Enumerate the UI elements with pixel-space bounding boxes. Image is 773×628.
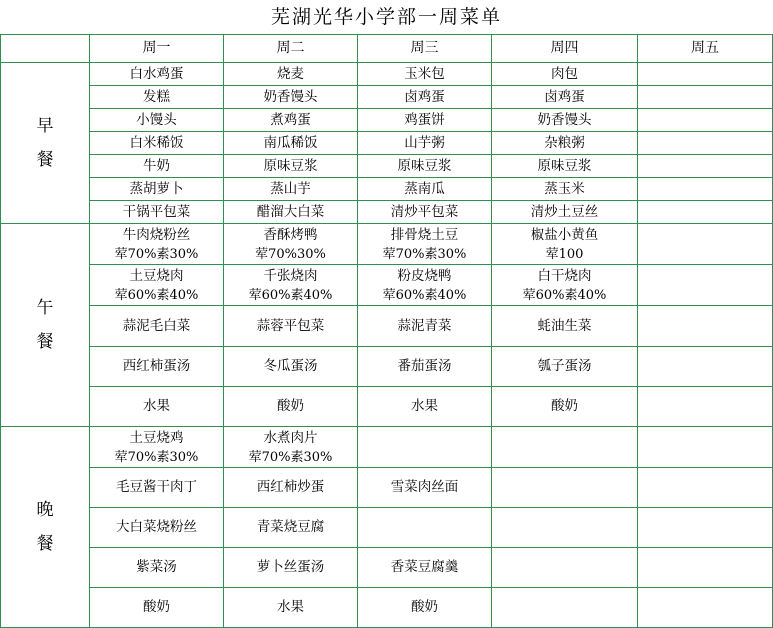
- menu-cell: 香酥烤鸭 荤70%30%: [224, 224, 358, 265]
- menu-cell: 瓠子蛋汤: [492, 347, 638, 387]
- menu-cell: 奶香馒头: [492, 109, 638, 132]
- menu-cell: [638, 155, 773, 178]
- dinner-row: [1, 468, 773, 508]
- corner-cell: [1, 35, 90, 63]
- menu-cell: 清炒土豆丝: [492, 201, 638, 224]
- menu-cell: 西红柿蛋汤: [90, 347, 224, 387]
- menu-cell: 大白菜烧粉丝: [90, 508, 224, 548]
- day-header-tue: 周二: [224, 35, 358, 63]
- menu-cell: [638, 468, 773, 508]
- menu-cell: [638, 588, 773, 628]
- menu-cell: [492, 508, 638, 548]
- menu-cell: 鸡蛋饼: [358, 109, 492, 132]
- menu-cell: 酸奶: [492, 387, 638, 427]
- menu-cell: 蒸山芋: [224, 178, 358, 201]
- breakfast-row: [1, 201, 773, 224]
- menu-cell: [638, 265, 773, 306]
- menu-cell: [492, 427, 638, 468]
- menu-cell: 发糕: [90, 86, 224, 109]
- menu-cell: 清炒平包菜: [358, 201, 492, 224]
- menu-cell: 烧麦: [224, 63, 358, 86]
- menu-cell: 奶香馒头: [224, 86, 358, 109]
- breakfast-row: [1, 155, 773, 178]
- dinner-row: [1, 508, 773, 548]
- menu-cell: 醋溜大白菜: [224, 201, 358, 224]
- breakfast-row: [1, 63, 773, 86]
- menu-cell: 白干烧肉 荤60%素40%: [492, 265, 638, 306]
- day-header-thu: 周四: [492, 35, 638, 63]
- menu-cell: 紫菜汤: [90, 548, 224, 588]
- menu-cell: 酸奶: [90, 588, 224, 628]
- menu-cell: 蒸玉米: [492, 178, 638, 201]
- menu-cell: [638, 86, 773, 109]
- day-header-fri: 周五: [638, 35, 773, 63]
- menu-cell: [492, 588, 638, 628]
- menu-cell: [638, 201, 773, 224]
- menu-cell: 煮鸡蛋: [224, 109, 358, 132]
- lunch-row: [1, 224, 773, 265]
- lunch-row: [1, 306, 773, 347]
- menu-cell: [638, 347, 773, 387]
- menu-cell: [638, 63, 773, 86]
- menu-cell: 青菜烧豆腐: [224, 508, 358, 548]
- lunch-row: [1, 347, 773, 387]
- dinner-label: 晚 餐: [1, 427, 90, 628]
- dinner-row: [1, 588, 773, 628]
- menu-cell: 干锅平包菜: [90, 201, 224, 224]
- page-title: 芜湖光华小学部一周菜单: [270, 6, 502, 28]
- menu-cell: 牛肉烧粉丝 荤70%素30%: [90, 224, 224, 265]
- day-header-mon: 周一: [90, 35, 224, 63]
- lunch-label: 午 餐: [1, 224, 90, 427]
- menu-cell: 香菜豆腐羹: [358, 548, 492, 588]
- breakfast-row: [1, 86, 773, 109]
- weekly-menu-table: [0, 34, 773, 628]
- dinner-row: [1, 548, 773, 588]
- day-header-wed: 周三: [358, 35, 492, 63]
- menu-cell: 蚝油生菜: [492, 306, 638, 347]
- menu-cell: 卤鸡蛋: [358, 86, 492, 109]
- menu-cell: 粉皮烧鸭 荤60%素40%: [358, 265, 492, 306]
- menu-cell: [638, 178, 773, 201]
- menu-cell: 水果: [90, 387, 224, 427]
- menu-cell: 水果: [224, 588, 358, 628]
- menu-cell: [638, 508, 773, 548]
- lunch-row: [1, 387, 773, 427]
- menu-cell: [638, 387, 773, 427]
- menu-cell: 雪菜肉丝面: [358, 468, 492, 508]
- dinner-row: [1, 427, 773, 468]
- menu-cell: [638, 132, 773, 155]
- breakfast-row: [1, 109, 773, 132]
- menu-cell: [638, 109, 773, 132]
- menu-cell: 小馒头: [90, 109, 224, 132]
- menu-cell: 椒盐小黄鱼 荤100: [492, 224, 638, 265]
- menu-cell: [358, 427, 492, 468]
- menu-cell: [638, 306, 773, 347]
- menu-cell: 排骨烧土豆 荤70%素30%: [358, 224, 492, 265]
- menu-cell: 牛奶: [90, 155, 224, 178]
- menu-cell: 蒜泥毛白菜: [90, 306, 224, 347]
- menu-cell: [358, 508, 492, 548]
- menu-cell: 西红柿炒蛋: [224, 468, 358, 508]
- menu-cell: 酸奶: [224, 387, 358, 427]
- menu-cell: [638, 548, 773, 588]
- menu-cell: 蒜蓉平包菜: [224, 306, 358, 347]
- menu-cell: 土豆烧肉 荤60%素40%: [90, 265, 224, 306]
- menu-cell: 土豆烧鸡 荤70%素30%: [90, 427, 224, 468]
- menu-cell: 蒸南瓜: [358, 178, 492, 201]
- menu-cell: 水煮肉片 荤70%素30%: [224, 427, 358, 468]
- menu-cell: 冬瓜蛋汤: [224, 347, 358, 387]
- menu-cell: 萝卜丝蛋汤: [224, 548, 358, 588]
- menu-cell: 杂粮粥: [492, 132, 638, 155]
- header-row: [1, 35, 773, 63]
- breakfast-row: [1, 132, 773, 155]
- menu-cell: 水果: [358, 387, 492, 427]
- menu-cell: 蒸胡萝卜: [90, 178, 224, 201]
- menu-cell: 南瓜稀饭: [224, 132, 358, 155]
- menu-cell: 山芋粥: [358, 132, 492, 155]
- menu-cell: 酸奶: [358, 588, 492, 628]
- menu-cell: 原味豆浆: [224, 155, 358, 178]
- menu-cell: 蒜泥青菜: [358, 306, 492, 347]
- menu-cell: [492, 548, 638, 588]
- menu-cell: [638, 224, 773, 265]
- menu-cell: 白米稀饭: [90, 132, 224, 155]
- breakfast-label: 早 餐: [1, 63, 90, 224]
- breakfast-row: [1, 178, 773, 201]
- menu-cell: 原味豆浆: [492, 155, 638, 178]
- menu-cell: 玉米包: [358, 63, 492, 86]
- menu-cell: 毛豆酱干肉丁: [90, 468, 224, 508]
- menu-cell: 肉包: [492, 63, 638, 86]
- menu-cell: [492, 468, 638, 508]
- menu-cell: [638, 427, 773, 468]
- menu-cell: 原味豆浆: [358, 155, 492, 178]
- menu-cell: 千张烧肉 荤60%素40%: [224, 265, 358, 306]
- lunch-row: [1, 265, 773, 306]
- menu-cell: 白水鸡蛋: [90, 63, 224, 86]
- menu-cell: 番茄蛋汤: [358, 347, 492, 387]
- menu-cell: 卤鸡蛋: [492, 86, 638, 109]
